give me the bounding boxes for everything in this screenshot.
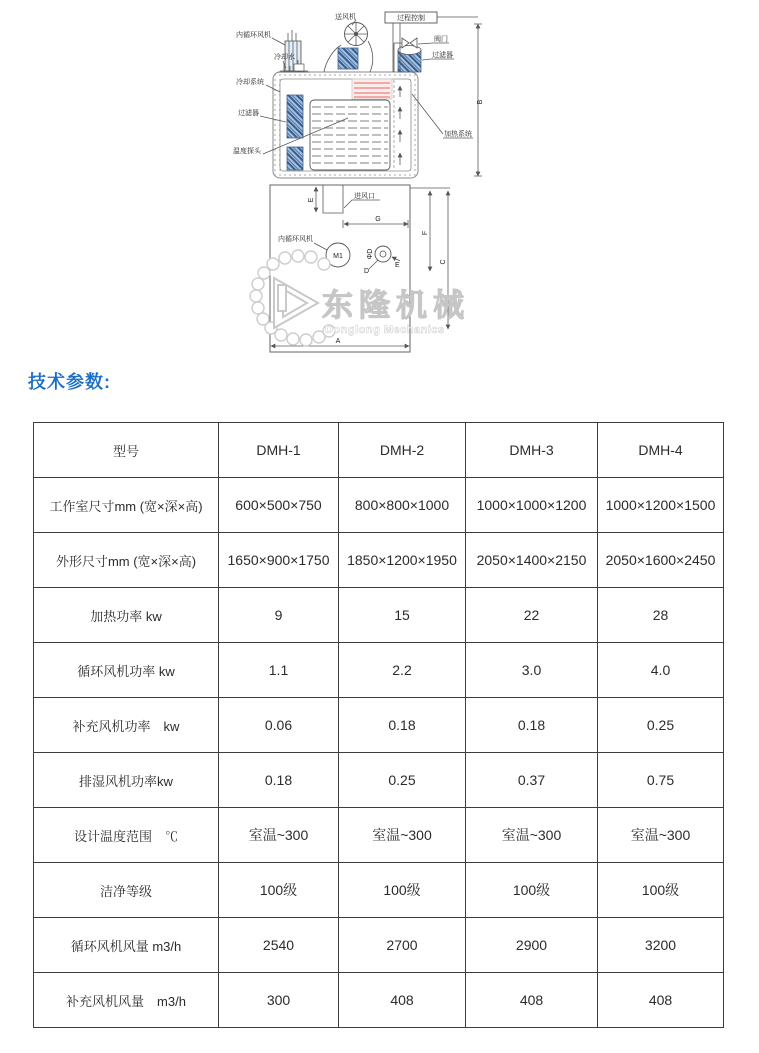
row-label: 加热功率 kw [34,588,219,643]
svg-text:F: F [422,230,429,236]
watermark-en-text: Donglong Mechanics [325,324,445,336]
header-dmh2: DMH-2 [339,423,466,478]
cooling-water-label: 冷却水 [274,54,295,61]
dl-logo-icon [274,278,318,328]
table-cell: 1000×1200×1500 [598,478,724,533]
table-cell: 室温~300 [219,808,339,863]
filter-right-label: 过滤器 [432,52,453,59]
dimension-f [410,188,450,271]
table-cell: 300 [219,973,339,1028]
dimension-e [308,187,316,212]
table-cell: 15 [339,588,466,643]
svg-text:E: E [308,197,315,203]
table-cell: 2050×1600×2450 [598,533,724,588]
filter-left-label: 过滤器 [238,110,259,117]
row-label: 补充风机风量 m3/h [34,973,219,1028]
dimension-g [343,216,408,228]
row-label: 循环风机风量 m3/h [34,918,219,973]
watermark-cn-text: 东隆机械 [322,288,470,323]
table-row [34,863,724,918]
table-cell: 1000×1000×1200 [466,478,598,533]
table-cell: 408 [466,973,598,1028]
header-dmh1: DMH-1 [219,423,339,478]
air-inlet-label: 进风口 [354,193,375,200]
table-row [34,918,724,973]
dimension-b [474,24,484,176]
table-cell: 28 [598,588,724,643]
row-label: 洁净等级 [34,863,219,918]
oven-section-view [233,12,484,178]
table-row [34,753,724,808]
exhaust-fan-label: 送风机 [335,14,356,21]
table-cell: 室温~300 [598,808,724,863]
tray-stack-icon [310,100,390,170]
svg-text:A: A [335,338,341,345]
table-cell: 2050×1400×2150 [466,533,598,588]
table-cell: 100级 [466,863,598,918]
table-cell: 408 [339,973,466,1028]
table-cell: 0.18 [219,753,339,808]
valve-label: 阀门 [434,36,448,43]
table-cell: 1650×900×1750 [219,533,339,588]
table-cell: 室温~300 [466,808,598,863]
header-dmh3: DMH-3 [466,423,598,478]
header-dmh4: DMH-4 [598,423,724,478]
table-cell: 室温~300 [339,808,466,863]
svg-text:C: C [440,259,447,265]
table-row [34,698,724,753]
table-row [34,808,724,863]
internal-fan-front-label: 内循环风机 [278,236,313,243]
cooling-system-label: 冷却系统 [236,79,264,86]
table-cell: 800×800×1000 [339,478,466,533]
spec-table [33,422,724,1028]
temp-probe-label: 温度探头 [233,148,261,155]
table-cell: 2700 [339,918,466,973]
table-cell: 3200 [598,918,724,973]
row-label: 工作室尺寸mm (宽×深×高) [34,478,219,533]
dim-d-label: D [364,268,370,275]
table-cell: 0.18 [466,698,598,753]
table-cell: 100级 [219,863,339,918]
row-label: 排湿风机功率kw [34,753,219,808]
table-cell: 2.2 [339,643,466,698]
table-row [34,973,724,1028]
section-heading: 技术参数: [28,372,111,392]
process-control-label: 过程控制 [397,15,425,22]
heating-system-label: 加热系统 [444,131,472,138]
internal-fan-icon [278,30,310,72]
row-label: 循环风机功率 kw [34,643,219,698]
row-label: 外形尺寸mm (宽×深×高) [34,533,219,588]
table-cell: 100级 [598,863,724,918]
table-cell: 600×500×750 [219,478,339,533]
intake-filter-icon [394,38,421,72]
table-cell: 0.75 [598,753,724,808]
table-header-row [34,423,724,478]
table-cell: 408 [598,973,724,1028]
watermark [250,250,470,346]
table-cell: 0.37 [466,753,598,808]
table-cell: 0.25 [339,753,466,808]
table-row [34,588,724,643]
table-row [34,643,724,698]
table-row [34,533,724,588]
dim-phid-label: ΦD [367,248,374,260]
table-cell: 0.25 [598,698,724,753]
table-cell: 3.0 [466,643,598,698]
table-cell: 1.1 [219,643,339,698]
table-row [34,478,724,533]
dim-e2-label: E [395,262,400,269]
exhaust-fan-icon [324,23,373,73]
table-cell: 0.18 [339,698,466,753]
row-label: 补充风机功率 kw [34,698,219,753]
heater-coil-icon [352,79,392,99]
table-cell: 100级 [339,863,466,918]
table-cell: 2900 [466,918,598,973]
table-cell: 4.0 [598,643,724,698]
table-cell: 2540 [219,918,339,973]
oven-schematic-svg [228,8,492,360]
table-cell: 22 [466,588,598,643]
internal-fan-label: 内循环风机 [236,32,271,39]
row-label: 设计温度范围 ℃ [34,808,219,863]
svg-text:G: G [375,216,381,223]
dim-b-label: B [477,99,484,105]
table-cell: 9 [219,588,339,643]
left-filter-icon [287,95,303,170]
header-model: 型号 [34,423,219,478]
technical-diagram [228,8,492,360]
table-cell: 0.06 [219,698,339,753]
table-cell: 1850×1200×1950 [339,533,466,588]
motor-label: M1 [333,253,343,260]
fan-port-icon [364,246,400,275]
